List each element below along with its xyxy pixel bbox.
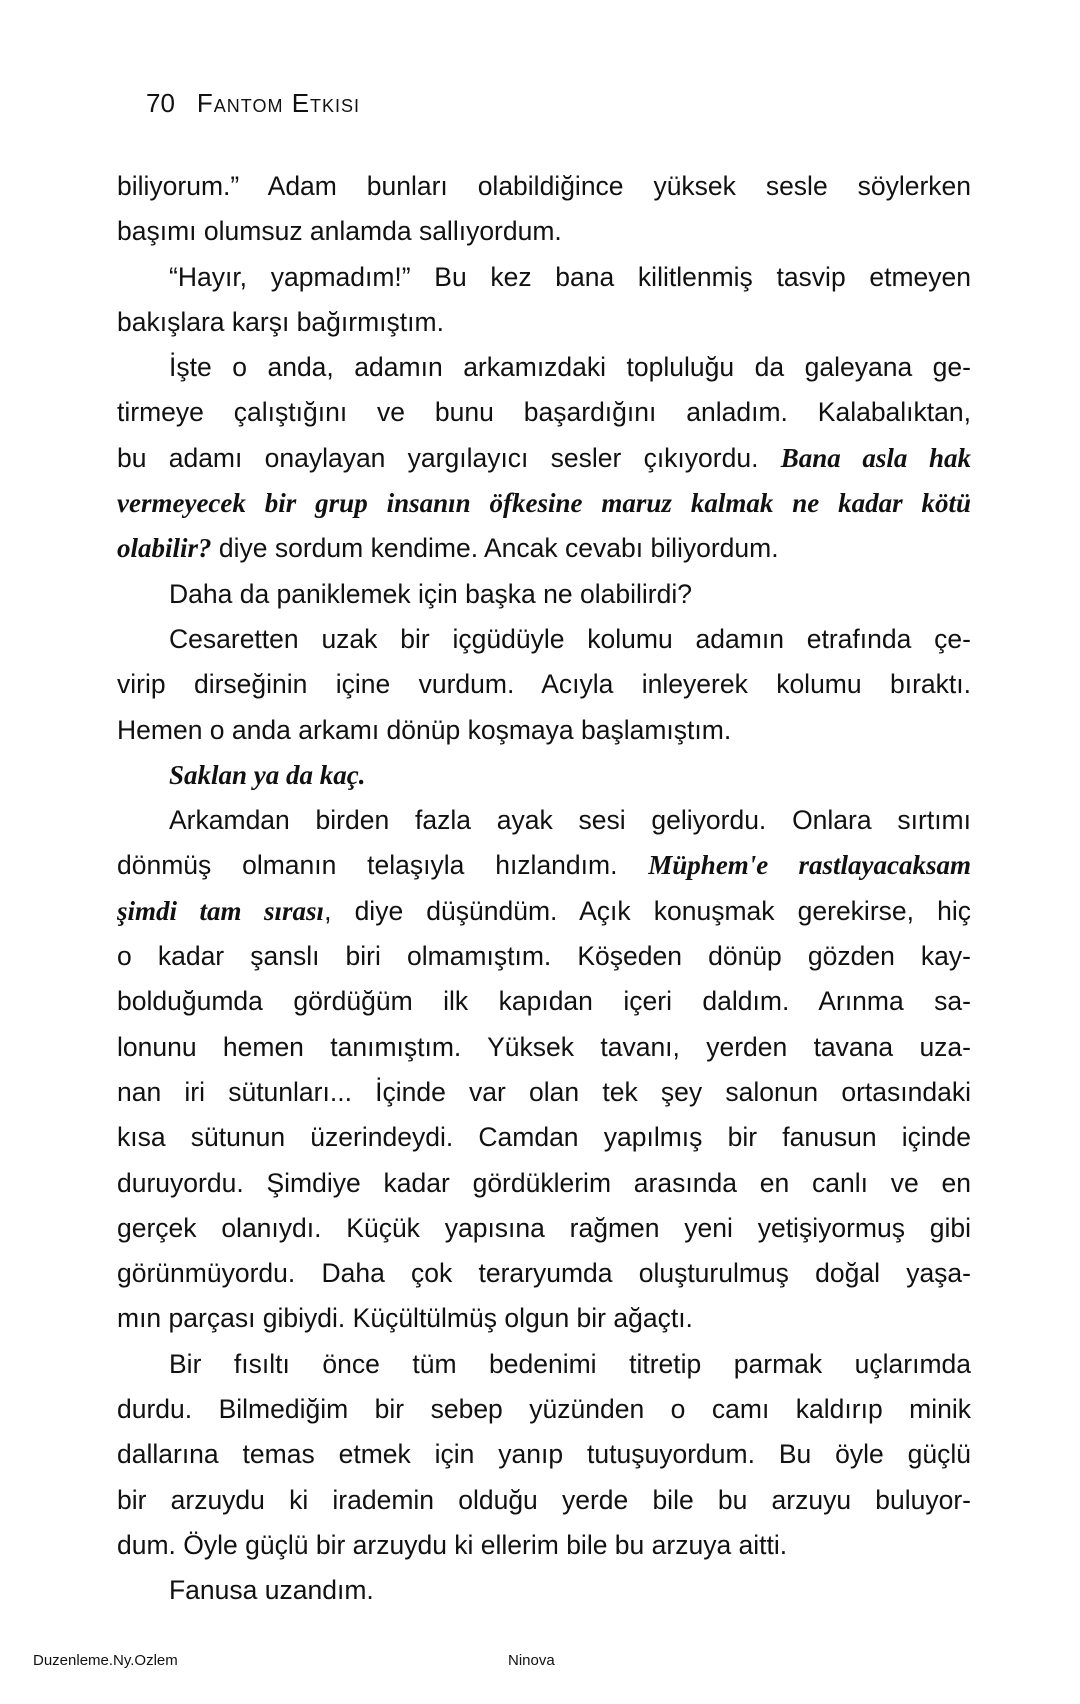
text-line: [117, 1070, 971, 1115]
text-segment: durdu. Bilmediğim bir sebep yüzünden o camı kaldırıp minik: [117, 1394, 971, 1425]
footer-publisher: Ninova: [508, 1652, 555, 1669]
text-segment: virip dirseğinin içine vurdum. Acıyla inleyerek kolumu bıraktı.: [117, 669, 971, 700]
text-line: [117, 345, 971, 390]
text-segment: bakışlara karşı bağırmıştım.: [117, 306, 444, 337]
text-line: [117, 798, 971, 843]
text-line: [117, 1342, 971, 1387]
text-line: [117, 1432, 971, 1477]
text-line: [117, 390, 971, 435]
text-segment: duruyordu. Şimdiye kadar gördüklerim arasında en canlı ve en: [117, 1167, 971, 1198]
text-line: [117, 526, 971, 571]
text-line: [117, 1387, 971, 1432]
text-line: [117, 1296, 971, 1341]
text-line: [117, 1568, 971, 1613]
text-line: [117, 1251, 971, 1296]
text-segment: bolduğumda gördüğüm ilk kapıdan içeri daldım. Arınma sa-: [117, 986, 971, 1017]
text-line: [117, 436, 971, 481]
text-line: [117, 164, 971, 209]
italic-text: Saklan ya da kaç.: [169, 759, 366, 790]
text-line: [117, 753, 971, 798]
text-segment: “Hayır, yapmadım!” Bu kez bana kilitlenmiş tasvip etmeyen: [169, 261, 971, 292]
text-line: [117, 979, 971, 1024]
text-segment: dönmüş olmanın telaşıyla hızlandım.: [117, 850, 649, 881]
text-segment: başımı olumsuz anlamda sallıyordum.: [117, 216, 562, 247]
text-segment: tirmeye çalıştığını ve bunu başardığını anladım. Kalabalıktan,: [117, 397, 971, 428]
italic-text: Bana asla hak: [780, 442, 971, 473]
text-line: [117, 572, 971, 617]
text-segment: Cesaretten uzak bir içgüdüyle kolumu adamın etrafında çe-: [169, 623, 971, 654]
text-segment: o kadar şanslı biri olmamıştım. Köşeden dönüp gözden kay-: [117, 941, 971, 972]
text-line: [117, 1115, 971, 1160]
text-segment: dallarına temas etmek için yanıp tutuşuyordum. Bu öyle güçlü: [117, 1439, 971, 1470]
italic-text: vermeyecek bir grup insanın öfkesine maruz kalmak ne kadar kötü: [117, 488, 971, 519]
text-line: [117, 617, 971, 662]
text-segment: gerçek olanıydı. Küçük yapısına rağmen yeni yetişiyormuş gibi: [117, 1212, 971, 1243]
text-line: [117, 934, 971, 979]
text-segment: Fanusa uzandım.: [169, 1575, 374, 1606]
text-segment: dum. Öyle güçlü bir arzuydu ki ellerim bile bu arzuya aitti.: [117, 1529, 788, 1560]
text-line: [117, 300, 971, 345]
text-line: [117, 708, 971, 753]
text-segment: kısa sütunun üzerindeydi. Camdan yapılmış bir fanusun içinde: [117, 1122, 971, 1153]
text-segment: Arkamdan birden fazla ayak sesi geliyordu. Onlara sırtımı: [169, 805, 971, 836]
text-line: [117, 1025, 971, 1070]
text-segment: , diye düşündüm. Açık konuşmak gerekirse, hiç: [324, 895, 971, 926]
text-line: [117, 481, 971, 526]
text-line: [117, 843, 971, 888]
text-segment: Hemen o anda arkamı dönüp koşmaya başlamıştım.: [117, 714, 732, 745]
text-segment: biliyorum.” Adam bunları olabildiğince yüksek sesle söylerken: [117, 171, 971, 201]
text-segment: nan iri sütunları... İçinde var olan tek şey salonun ortasındaki: [117, 1076, 971, 1107]
text-segment: mın parçası gibiydi. Küçültülmüş olgun bir ağaçtı.: [117, 1303, 693, 1334]
footer-editor-credit: Duzenleme.Ny.Ozlem: [33, 1652, 178, 1669]
running-header: [146, 88, 360, 119]
text-line: [117, 889, 971, 934]
text-segment: görünmüyordu. Daha çok teraryumda oluşturulmuş doğal yaşa-: [117, 1258, 971, 1289]
italic-text: Müphem'e rastlayacaksam: [648, 850, 971, 881]
text-segment: bir arzuydu ki irademin olduğu yerde bile bu arzuyu buluyor-: [117, 1484, 971, 1515]
text-line: [117, 1523, 971, 1568]
text-segment: lonunu hemen tanımıştım. Yüksek tavanı, yerden tavana uza-: [117, 1031, 971, 1062]
text-segment: diye sordum kendime. Ancak cevabı biliyordum.: [211, 533, 779, 564]
text-line: [117, 1161, 971, 1206]
page-number: 70: [146, 88, 175, 118]
italic-text: olabilir?: [117, 533, 212, 564]
body-text: [117, 164, 971, 1614]
text-segment: Daha da paniklemek için başka ne olabilirdi?: [169, 578, 692, 609]
text-line: [117, 1478, 971, 1523]
italic-text: şimdi tam sırası: [117, 895, 325, 926]
text-line: [117, 662, 971, 707]
text-segment: bu adamı onaylayan yargılayıcı sesler çıkıyordu.: [117, 442, 781, 473]
book-title: Fantom Etkisi: [196, 88, 361, 118]
text-line: [117, 255, 971, 300]
text-line: [117, 1206, 971, 1251]
text-segment: Bir fısıltı önce tüm bedenimi titretip parmak uçlarımda: [169, 1348, 971, 1379]
text-segment: İşte o anda, adamın arkamızdaki topluluğu da galeyana ge-: [169, 352, 971, 383]
text-line: [117, 209, 971, 254]
